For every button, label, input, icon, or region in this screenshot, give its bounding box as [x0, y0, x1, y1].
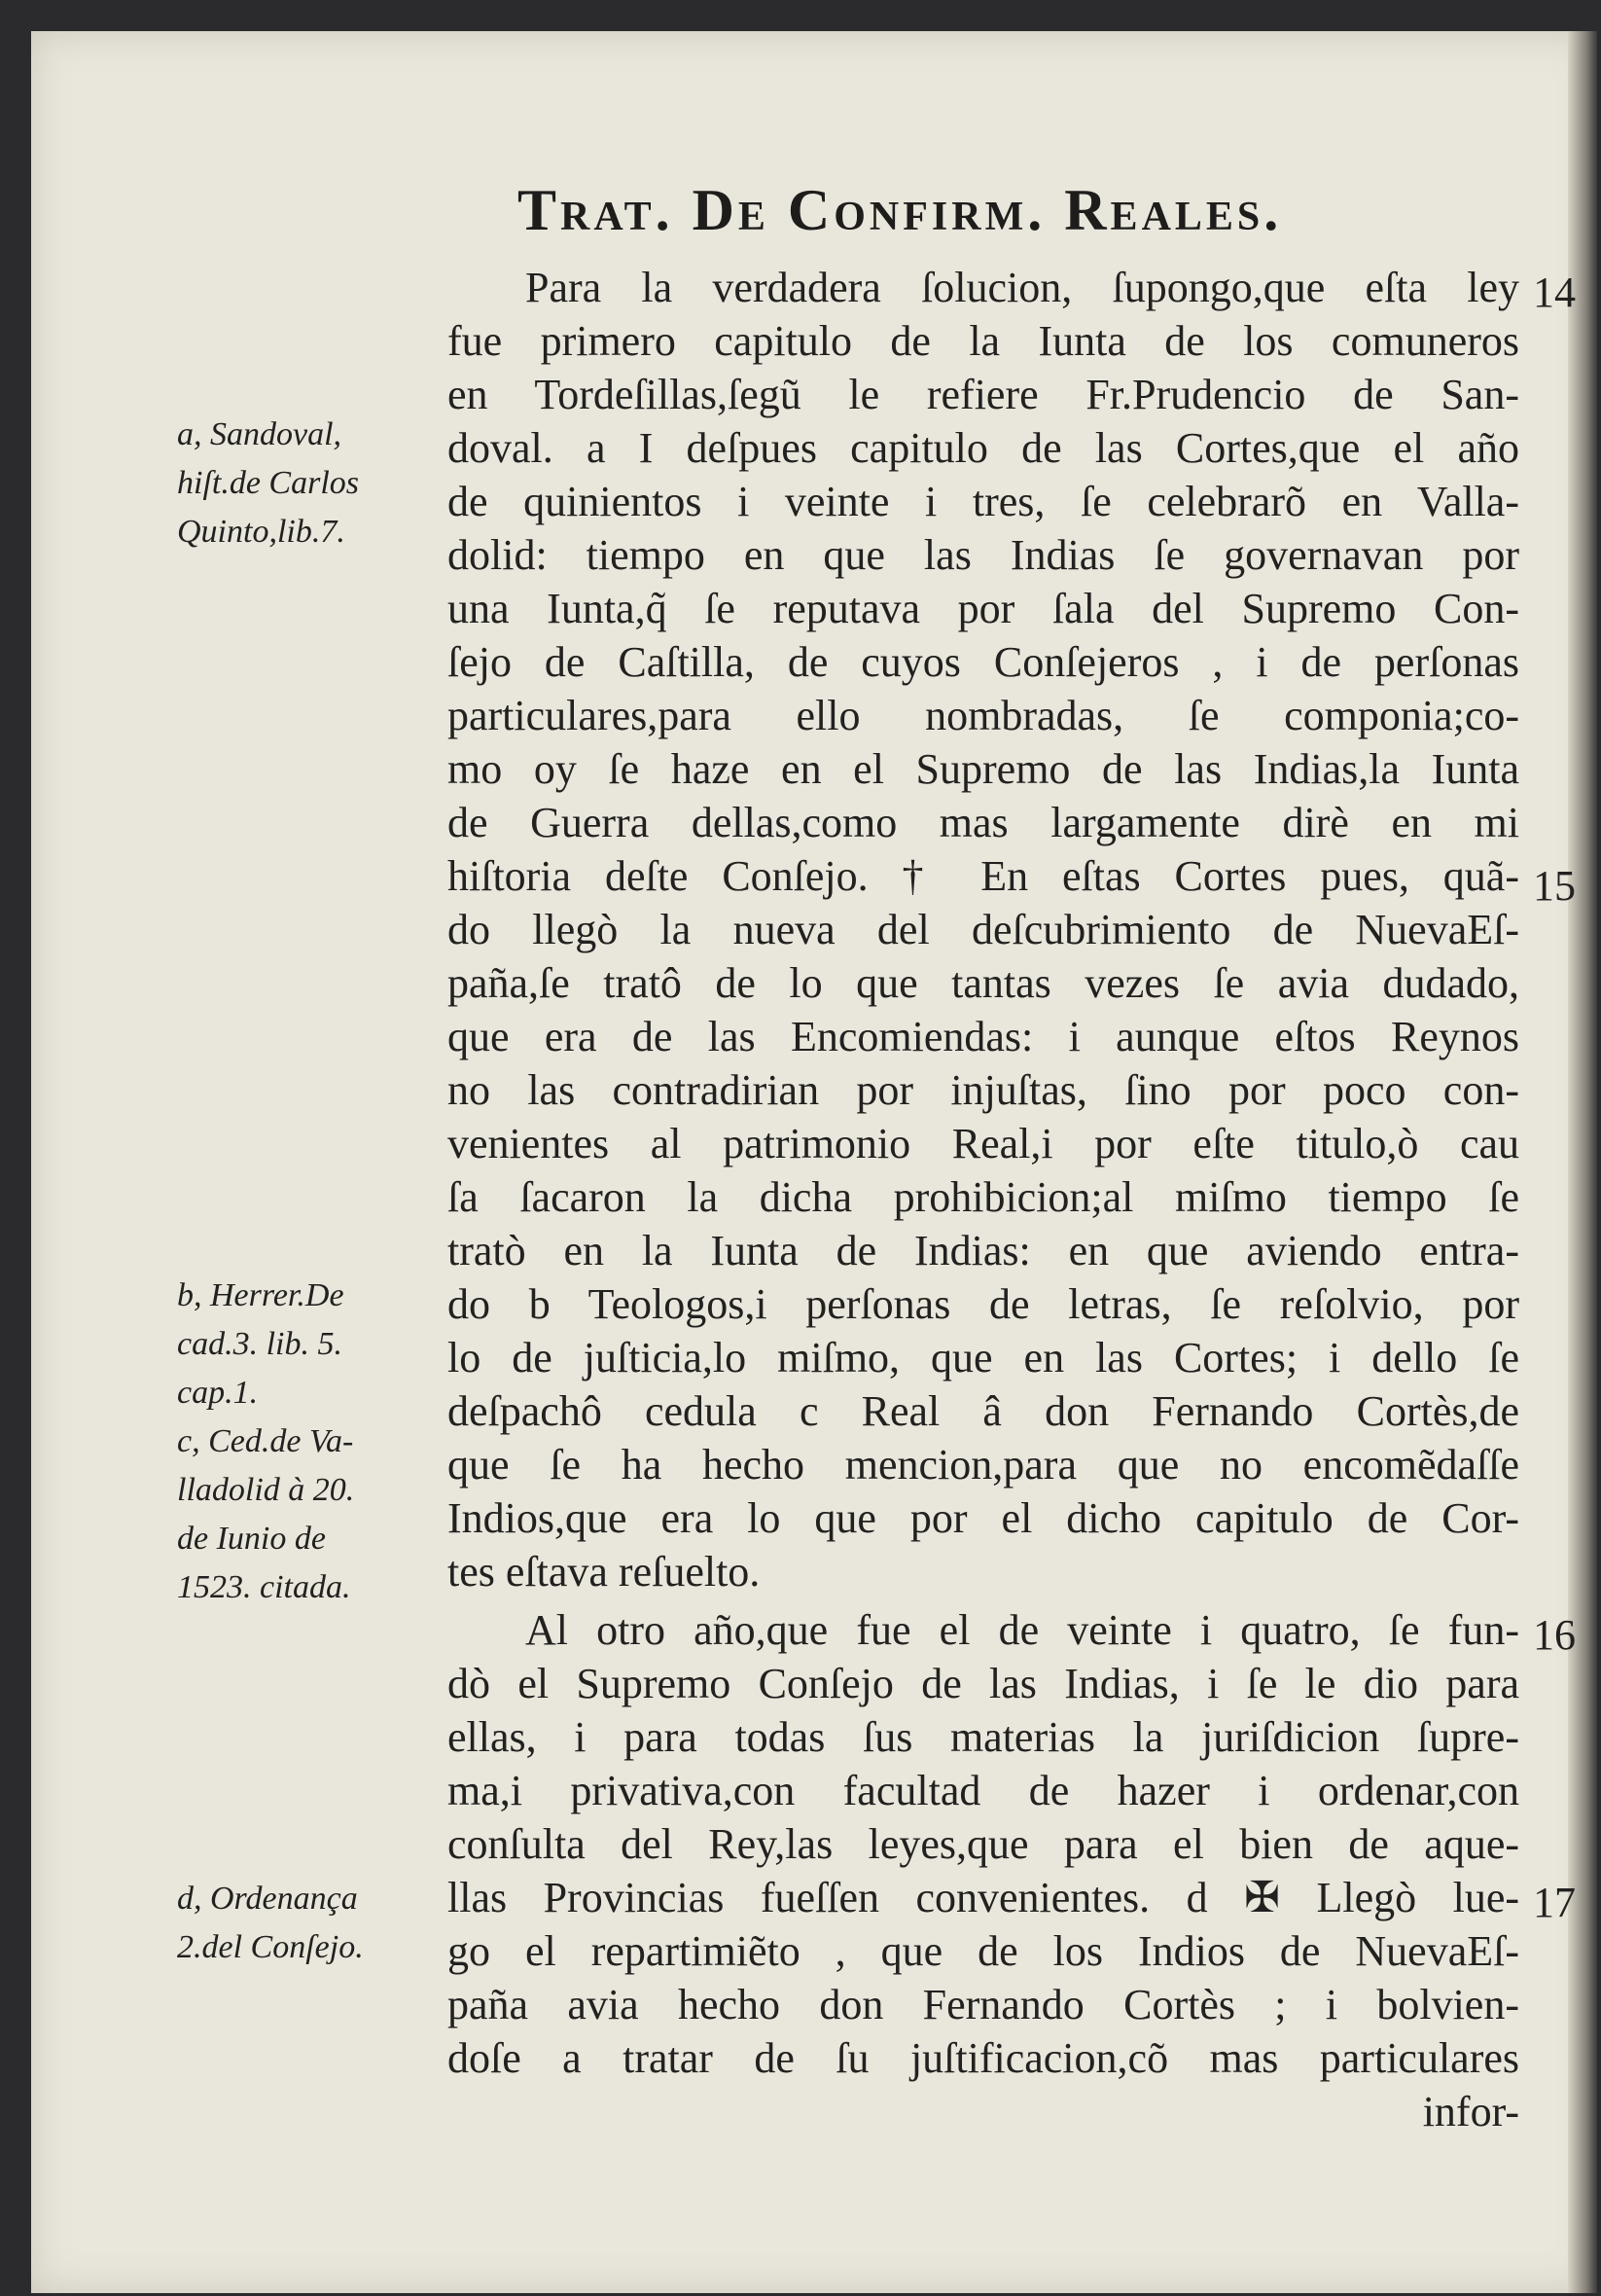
book-page	[31, 31, 1597, 2293]
marginal-note-c	[177, 1417, 432, 1612]
note-line: c, Ced.de Va-	[177, 1423, 354, 1459]
text-line: Indios,que era lo que por el dicho capitulo de Cor-	[447, 1494, 1519, 1542]
text-line: ſejo de Caſtilla, de cuyos Conſejeros , i de perſonas	[447, 638, 1519, 686]
text-line: venientes al patrimonio Real,i por eſte titulo,ò cau	[447, 1120, 1519, 1167]
page-gutter-shadow	[1568, 31, 1597, 2293]
text-line: deſpachô cedula c Real â don Fernando Cortès,de	[447, 1387, 1519, 1435]
note-line: d, Ordenança	[177, 1881, 358, 1917]
text-line: go el repartimiẽto , que de los Indios de NuevaEſ-	[447, 1927, 1519, 1975]
text-line: particulares,para ello nombradas, ſe componia;co-	[447, 692, 1519, 739]
text-line: do b Teologos,i perſonas de letras, ſe reſolvio, por	[447, 1280, 1519, 1328]
text-line: una Iunta,q̃ ſe reputava por ſala del Supremo Con-	[447, 585, 1519, 632]
paragraph-number: 14	[1533, 269, 1576, 316]
text-line: Al otro año,que fue el de veinte i quatro, ſe fun-	[525, 1606, 1519, 1654]
text-line: de quinientos i veinte i tres, ſe celebrarõ en Valla-	[447, 478, 1519, 525]
text-line: llas Provincias fueſſen convenientes. d ✠ Llegò lue-	[447, 1874, 1519, 1921]
note-line: cad.3. lib. 5.	[177, 1326, 342, 1362]
text-line: dò el Supremo Conſejo de las Indias, i ſe le dio para	[447, 1660, 1519, 1707]
text-line: tratò en la Iunta de Indias: en que aviendo entra-	[447, 1227, 1519, 1274]
text-line: tes eſtava reſuelto.	[447, 1548, 761, 1596]
paragraph-number: 17	[1533, 1879, 1576, 1926]
text-line: ma,i privativa,con facultad de hazer i ordenar,con	[447, 1767, 1519, 1814]
text-line: lo de juſticia,lo miſmo, que en las Cortes; i dello ſe	[447, 1334, 1519, 1381]
note-line: a, Sandoval,	[177, 416, 342, 452]
catchword: infor-	[1422, 2088, 1519, 2135]
marginal-note-d	[177, 1875, 432, 1972]
note-line: 1523. citada.	[177, 1569, 351, 1605]
text-line: doſe a tratar de ſu juſtificacion,cõ mas particulares	[447, 2034, 1519, 2082]
note-line: cap.1.	[177, 1375, 259, 1411]
text-line: dolid: tiempo en que las Indias ſe governavan por	[447, 531, 1519, 579]
text-line: do llegò la nueva del deſcubrimiento de NuevaEſ-	[447, 906, 1519, 953]
text-line: doval. a I deſpues capitulo de las Cortes,que el año	[447, 424, 1519, 472]
text-line: conſulta del Rey,las leyes,que para el bien de aque-	[447, 1820, 1519, 1868]
text-line: hiſtoria deſte Conſejo. † En eſtas Cortes pues, quã-	[447, 852, 1519, 900]
text-line: que era de las Encomiendas: i aunque eſtos Reynos	[447, 1013, 1519, 1060]
text-line: de Guerra dellas,como mas largamente dirè en mi	[447, 799, 1519, 846]
note-line: hiſt.de Carlos	[177, 465, 360, 501]
paragraph-number: 15	[1533, 862, 1576, 910]
text-line: en Tordeſillas,ſegũ le refiere Fr.Prudencio de San-	[447, 371, 1519, 418]
text-line: ellas, i para todas ſus materias la juriſdicion ſupre-	[447, 1713, 1519, 1761]
text-line: ſa ſacaron la dicha prohibicion;al miſmo tiempo ſe	[447, 1173, 1519, 1221]
text-line: que ſe ha hecho mencion,para que no encomẽdaſſe	[447, 1441, 1519, 1489]
note-line: b, Herrer.De	[177, 1277, 344, 1313]
text-line: paña,ſe tratô de lo que tantas vezes ſe avia dudado,	[447, 959, 1519, 1007]
text-line: fue primero capitulo de la Iunta de los comuneros	[447, 317, 1519, 365]
text-line: paña avia hecho don Fernando Cortès ; i bolvien-	[447, 1981, 1519, 2028]
paragraph-number: 16	[1533, 1611, 1576, 1659]
marginal-note-a	[177, 411, 432, 556]
note-line: de Iunio de	[177, 1521, 326, 1557]
note-line: Quinto,lib.7.	[177, 514, 345, 550]
note-line: 2.del Conſejo.	[177, 1929, 364, 1965]
text-line: mo oy ſe haze en el Supremo de las Indias,la Iunta	[447, 745, 1519, 793]
running-header: Trat. De Confirm. Reales.	[517, 178, 1283, 242]
marginal-note-b	[177, 1272, 432, 1417]
text-line: no las contradirian por injuſtas, ſino por poco con-	[447, 1066, 1519, 1114]
note-line: lladolid à 20.	[177, 1472, 355, 1508]
text-line: Para la verdadera ſolucion, ſupongo,que eſta ley	[525, 264, 1519, 311]
